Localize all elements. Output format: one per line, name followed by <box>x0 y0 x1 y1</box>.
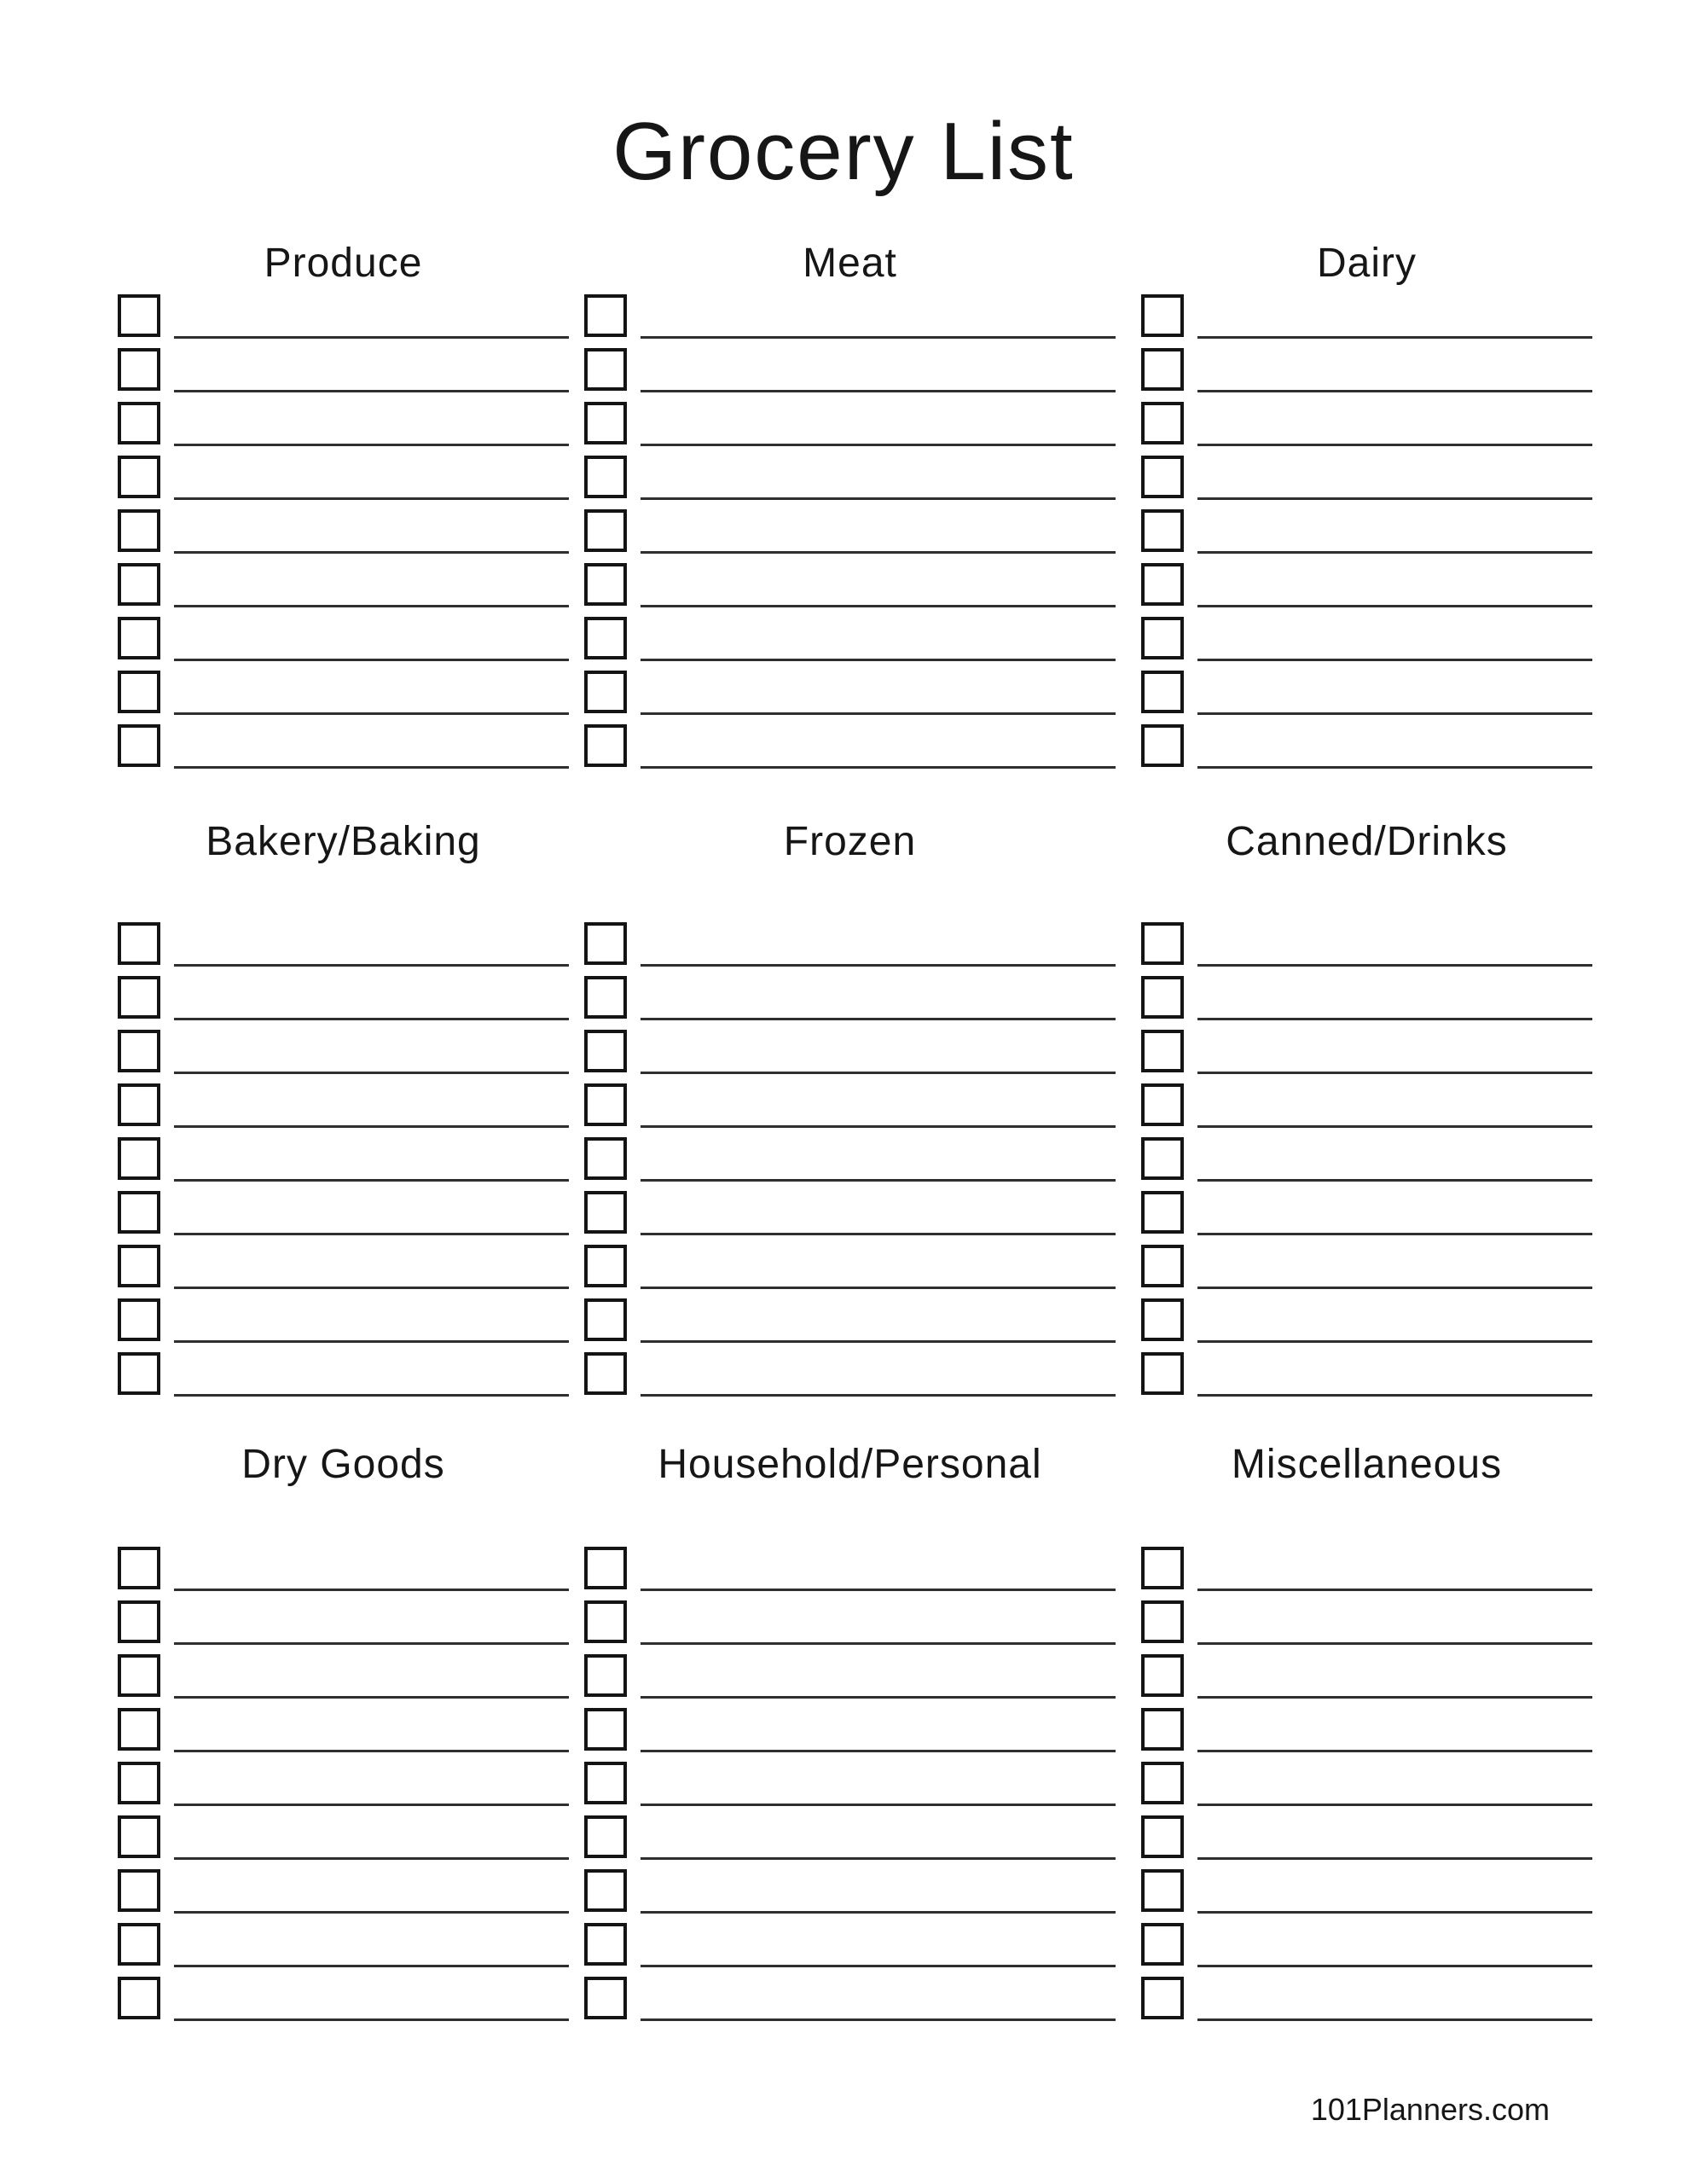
checkbox[interactable] <box>118 1352 160 1395</box>
checklist-row <box>118 348 569 402</box>
item-entry-line[interactable] <box>1197 964 1592 967</box>
checkbox[interactable] <box>584 1977 627 2019</box>
checklist-row <box>118 1547 569 1600</box>
checklist-row <box>584 1030 1116 1083</box>
item-entry-line[interactable] <box>174 1857 569 1860</box>
checkbox[interactable] <box>584 402 627 444</box>
item-entry-line[interactable] <box>1197 712 1592 715</box>
checklist-row <box>1141 1030 1592 1083</box>
item-entry-line[interactable] <box>1197 1125 1592 1128</box>
checkbox[interactable] <box>1141 1352 1184 1395</box>
checkbox[interactable] <box>584 509 627 552</box>
checkbox[interactable] <box>584 617 627 659</box>
checkbox[interactable] <box>118 1977 160 2019</box>
checkbox[interactable] <box>118 1298 160 1341</box>
item-entry-line[interactable] <box>641 336 1116 339</box>
item-entry-line[interactable] <box>641 659 1116 661</box>
checkbox[interactable] <box>118 456 160 498</box>
item-entry-line[interactable] <box>174 1287 569 1289</box>
checklist-row <box>584 456 1116 509</box>
checkbox[interactable] <box>584 1352 627 1395</box>
checklist-row <box>584 671 1116 724</box>
checklist-row <box>584 402 1116 456</box>
section-meat <box>584 241 1116 778</box>
item-entry-line[interactable] <box>641 1911 1116 1914</box>
section-rows <box>118 1547 569 2030</box>
item-entry-line[interactable] <box>1197 497 1592 500</box>
checklist-row <box>1141 724 1592 778</box>
checkbox[interactable] <box>584 294 627 337</box>
checklist-row <box>1141 1977 1592 2030</box>
checkbox[interactable] <box>584 1030 627 1072</box>
item-entry-line[interactable] <box>1197 605 1592 607</box>
section-header: Frozen <box>783 819 917 864</box>
checkbox[interactable] <box>1141 509 1184 552</box>
checklist-row <box>1141 1245 1592 1298</box>
item-entry-line[interactable] <box>174 390 569 392</box>
checkbox[interactable] <box>584 1869 627 1912</box>
checklist-row <box>1141 1869 1592 1923</box>
checkbox[interactable] <box>1141 617 1184 659</box>
section-rows <box>584 1547 1116 2030</box>
item-entry-line[interactable] <box>174 1072 569 1074</box>
checkbox[interactable] <box>118 1547 160 1589</box>
checklist-row <box>584 1298 1116 1352</box>
checkbox[interactable] <box>584 1654 627 1697</box>
checkbox[interactable] <box>584 1815 627 1858</box>
section-dry-goods <box>118 1443 569 2030</box>
checklist-row <box>1141 348 1592 402</box>
checklist-row <box>584 294 1116 348</box>
checkbox[interactable] <box>1141 1137 1184 1180</box>
checkbox[interactable] <box>1141 1191 1184 1234</box>
item-entry-line[interactable] <box>174 766 569 769</box>
page-title: Grocery List <box>612 106 1075 197</box>
checklist-row <box>584 1869 1116 1923</box>
section-rows <box>584 922 1116 1406</box>
item-entry-line[interactable] <box>174 1125 569 1128</box>
checklist-row <box>584 1708 1116 1762</box>
checkbox[interactable] <box>584 1245 627 1287</box>
checkbox[interactable] <box>584 724 627 767</box>
item-entry-line[interactable] <box>174 1642 569 1645</box>
checkbox[interactable] <box>118 1245 160 1287</box>
checklist-row <box>584 1191 1116 1245</box>
checkbox[interactable] <box>584 1923 627 1966</box>
item-entry-line[interactable] <box>1197 1589 1592 1591</box>
checklist-row <box>1141 563 1592 617</box>
section-rows <box>1141 294 1592 778</box>
section-dairy <box>1141 241 1592 778</box>
item-entry-line[interactable] <box>641 1857 1116 1860</box>
checkbox[interactable] <box>118 1923 160 1966</box>
checklist-row <box>584 1923 1116 1977</box>
checklist-row <box>1141 1654 1592 1708</box>
checkbox[interactable] <box>584 563 627 606</box>
item-entry-line[interactable] <box>641 712 1116 715</box>
item-entry-line[interactable] <box>641 1394 1116 1397</box>
checkbox[interactable] <box>1141 922 1184 965</box>
checklist-row <box>1141 671 1592 724</box>
item-entry-line[interactable] <box>641 1696 1116 1699</box>
checkbox[interactable] <box>118 1708 160 1751</box>
checklist-row <box>1141 1708 1592 1762</box>
section-header: Miscellaneous <box>1231 1442 1503 1487</box>
checkbox[interactable] <box>1141 1298 1184 1341</box>
section-canned-drinks <box>1141 820 1592 1406</box>
section-header: Meat <box>803 241 897 286</box>
checkbox[interactable] <box>1141 1654 1184 1697</box>
checkbox[interactable] <box>118 1600 160 1643</box>
section-header: Dairy <box>1316 241 1417 286</box>
item-entry-line[interactable] <box>174 659 569 661</box>
section-header: Produce <box>264 241 423 286</box>
checklist-row <box>118 617 569 671</box>
item-entry-line[interactable] <box>1197 1911 1592 1914</box>
item-entry-line[interactable] <box>1197 1287 1592 1289</box>
item-entry-line[interactable] <box>641 1804 1116 1806</box>
item-entry-line[interactable] <box>641 605 1116 607</box>
checkbox[interactable] <box>118 402 160 444</box>
checklist-row <box>118 402 569 456</box>
item-entry-line[interactable] <box>641 2018 1116 2021</box>
checklist-row <box>118 1137 569 1191</box>
checklist-row <box>584 1245 1116 1298</box>
checkbox[interactable] <box>1141 1977 1184 2019</box>
checklist-row <box>1141 294 1592 348</box>
checklist-row <box>584 1083 1116 1137</box>
section-header: Canned/Drinks <box>1226 819 1508 864</box>
checkbox[interactable] <box>584 1762 627 1804</box>
item-entry-line[interactable] <box>641 444 1116 446</box>
checkbox[interactable] <box>1141 1083 1184 1126</box>
checkbox[interactable] <box>1141 294 1184 337</box>
item-entry-line[interactable] <box>1197 1804 1592 1806</box>
checklist-row <box>118 1869 569 1923</box>
checklist-row <box>118 1815 569 1869</box>
checklist-row <box>1141 1352 1592 1406</box>
checkbox[interactable] <box>118 1083 160 1126</box>
checklist-row <box>1141 1923 1592 1977</box>
checkbox[interactable] <box>118 1137 160 1180</box>
checklist-row <box>1141 509 1592 563</box>
item-entry-line[interactable] <box>641 1965 1116 1967</box>
item-entry-line[interactable] <box>641 1018 1116 1020</box>
checkbox[interactable] <box>1141 724 1184 767</box>
checklist-row <box>1141 1137 1592 1191</box>
item-entry-line[interactable] <box>174 1589 569 1591</box>
item-entry-line[interactable] <box>174 1233 569 1235</box>
item-entry-line[interactable] <box>641 1287 1116 1289</box>
item-entry-line[interactable] <box>1197 766 1592 769</box>
checklist-row <box>118 976 569 1030</box>
item-entry-line[interactable] <box>641 1179 1116 1182</box>
checkbox[interactable] <box>118 348 160 391</box>
checklist-row <box>1141 1762 1592 1815</box>
checkbox[interactable] <box>118 1815 160 1858</box>
checklist-row <box>118 1298 569 1352</box>
item-entry-line[interactable] <box>1197 336 1592 339</box>
checklist-row <box>1141 1547 1592 1600</box>
checklist-row <box>118 509 569 563</box>
section-bakery-baking <box>118 820 569 1406</box>
checklist-row <box>1141 1191 1592 1245</box>
checklist-row <box>584 1654 1116 1708</box>
checkbox[interactable] <box>584 922 627 965</box>
checkbox[interactable] <box>118 509 160 552</box>
item-entry-line[interactable] <box>174 1911 569 1914</box>
checkbox[interactable] <box>118 1869 160 1912</box>
item-entry-line[interactable] <box>641 1642 1116 1645</box>
checkbox[interactable] <box>584 1083 627 1126</box>
checklist-row <box>584 1352 1116 1406</box>
checklist-row <box>1141 976 1592 1030</box>
item-entry-line[interactable] <box>174 497 569 500</box>
checkbox[interactable] <box>584 1137 627 1180</box>
section-rows <box>1141 1547 1592 2030</box>
item-entry-line[interactable] <box>174 1696 569 1699</box>
item-entry-line[interactable] <box>174 1804 569 1806</box>
item-entry-line[interactable] <box>1197 1857 1592 1860</box>
checklist-row <box>584 348 1116 402</box>
checkbox[interactable] <box>584 348 627 391</box>
checkbox[interactable] <box>1141 671 1184 713</box>
checklist-row <box>118 1762 569 1815</box>
checkbox[interactable] <box>584 1708 627 1751</box>
checkbox[interactable] <box>118 1654 160 1697</box>
item-entry-line[interactable] <box>641 964 1116 967</box>
item-entry-line[interactable] <box>174 1394 569 1397</box>
checkbox[interactable] <box>118 976 160 1019</box>
item-entry-line[interactable] <box>641 1750 1116 1752</box>
checkbox[interactable] <box>1141 1762 1184 1804</box>
checkbox[interactable] <box>1141 1923 1184 1966</box>
section-produce <box>118 241 569 778</box>
checkbox[interactable] <box>1141 1869 1184 1912</box>
item-entry-line[interactable] <box>174 1340 569 1343</box>
item-entry-line[interactable] <box>174 605 569 607</box>
checklist-row <box>118 1245 569 1298</box>
item-entry-line[interactable] <box>174 2018 569 2021</box>
checklist-row <box>118 1708 569 1762</box>
checklist-row <box>584 617 1116 671</box>
checkbox[interactable] <box>1141 1815 1184 1858</box>
checklist-row <box>584 724 1116 778</box>
checkbox[interactable] <box>584 1600 627 1643</box>
checkbox[interactable] <box>118 1191 160 1234</box>
section-header: Household/Personal <box>658 1442 1042 1487</box>
checklist-row <box>118 1654 569 1708</box>
item-entry-line[interactable] <box>641 766 1116 769</box>
item-entry-line[interactable] <box>1197 444 1592 446</box>
item-entry-line[interactable] <box>641 1125 1116 1128</box>
checklist-row <box>1141 402 1592 456</box>
checklist-row <box>118 922 569 976</box>
section-header: Bakery/Baking <box>206 819 481 864</box>
item-entry-line[interactable] <box>174 1750 569 1752</box>
item-entry-line[interactable] <box>174 551 569 554</box>
checkbox[interactable] <box>1141 456 1184 498</box>
checklist-row <box>584 509 1116 563</box>
checklist-row <box>118 1600 569 1654</box>
checklist-row <box>118 294 569 348</box>
item-entry-line[interactable] <box>1197 1642 1592 1645</box>
checklist-row <box>118 1923 569 1977</box>
checklist-row <box>1141 922 1592 976</box>
checklist-row <box>118 1191 569 1245</box>
footer-brand: 101Planners.com <box>1310 2092 1550 2127</box>
item-entry-line[interactable] <box>174 964 569 967</box>
checklist-row <box>584 1547 1116 1600</box>
checkbox[interactable] <box>584 1191 627 1234</box>
checkbox[interactable] <box>118 1030 160 1072</box>
item-entry-line[interactable] <box>1197 1750 1592 1752</box>
item-entry-line[interactable] <box>1197 659 1592 661</box>
checkbox[interactable] <box>1141 1030 1184 1072</box>
checkbox[interactable] <box>1141 1245 1184 1287</box>
checkbox[interactable] <box>118 294 160 337</box>
item-entry-line[interactable] <box>174 712 569 715</box>
checklist-row <box>584 976 1116 1030</box>
item-entry-line[interactable] <box>1197 2018 1592 2021</box>
item-entry-line[interactable] <box>174 1965 569 1967</box>
checklist-row <box>1141 1815 1592 1869</box>
checklist-row <box>584 1977 1116 2030</box>
item-entry-line[interactable] <box>641 1340 1116 1343</box>
checkbox[interactable] <box>584 1547 627 1589</box>
checklist-row <box>1141 1083 1592 1137</box>
checklist-row <box>584 1137 1116 1191</box>
item-entry-line[interactable] <box>174 444 569 446</box>
checkbox[interactable] <box>584 1298 627 1341</box>
checklist-row <box>584 1762 1116 1815</box>
item-entry-line[interactable] <box>641 1072 1116 1074</box>
checklist-row <box>1141 617 1592 671</box>
checklist-row <box>584 922 1116 976</box>
checkbox[interactable] <box>1141 348 1184 391</box>
checklist-row <box>118 563 569 617</box>
checklist-row <box>584 563 1116 617</box>
item-entry-line[interactable] <box>1197 551 1592 554</box>
item-entry-line[interactable] <box>1197 390 1592 392</box>
item-entry-line[interactable] <box>641 497 1116 500</box>
checkbox[interactable] <box>584 976 627 1019</box>
item-entry-line[interactable] <box>174 1018 569 1020</box>
checkbox[interactable] <box>118 617 160 659</box>
item-entry-line[interactable] <box>174 336 569 339</box>
checklist-row <box>1141 456 1592 509</box>
section-rows <box>118 294 569 778</box>
checkbox[interactable] <box>584 671 627 713</box>
checklist-row <box>118 1030 569 1083</box>
item-entry-line[interactable] <box>1197 1018 1592 1020</box>
checkbox[interactable] <box>1141 402 1184 444</box>
section-rows <box>584 294 1116 778</box>
checklist-row <box>118 724 569 778</box>
checkbox[interactable] <box>118 563 160 606</box>
item-entry-line[interactable] <box>1197 1340 1592 1343</box>
checkbox[interactable] <box>118 922 160 965</box>
item-entry-line[interactable] <box>1197 1072 1592 1074</box>
checklist-row <box>118 456 569 509</box>
checkbox[interactable] <box>118 724 160 767</box>
section-rows <box>1141 922 1592 1406</box>
checklist-row <box>118 1352 569 1406</box>
checklist-row <box>118 1083 569 1137</box>
checkbox[interactable] <box>584 456 627 498</box>
item-entry-line[interactable] <box>641 1589 1116 1591</box>
checkbox[interactable] <box>1141 1547 1184 1589</box>
checkbox[interactable] <box>118 1762 160 1804</box>
item-entry-line[interactable] <box>1197 1696 1592 1699</box>
checklist-row <box>1141 1298 1592 1352</box>
item-entry-line[interactable] <box>1197 1179 1592 1182</box>
checkbox[interactable] <box>1141 563 1184 606</box>
checkbox[interactable] <box>1141 976 1184 1019</box>
checkbox[interactable] <box>1141 1600 1184 1643</box>
section-miscellaneous <box>1141 1443 1592 2030</box>
checklist-row <box>584 1600 1116 1654</box>
checklist-row <box>584 1815 1116 1869</box>
section-frozen <box>584 820 1116 1406</box>
item-entry-line[interactable] <box>174 1179 569 1182</box>
checkbox[interactable] <box>1141 1708 1184 1751</box>
item-entry-line[interactable] <box>1197 1233 1592 1235</box>
checklist-row <box>118 1977 569 2030</box>
item-entry-line[interactable] <box>641 1233 1116 1235</box>
checklist-row <box>1141 1600 1592 1654</box>
checkbox[interactable] <box>118 671 160 713</box>
item-entry-line[interactable] <box>641 551 1116 554</box>
section-household-personal <box>584 1443 1116 2030</box>
item-entry-line[interactable] <box>1197 1965 1592 1967</box>
section-header: Dry Goods <box>241 1442 445 1487</box>
section-rows <box>118 922 569 1406</box>
checklist-row <box>118 671 569 724</box>
item-entry-line[interactable] <box>641 390 1116 392</box>
item-entry-line[interactable] <box>1197 1394 1592 1397</box>
